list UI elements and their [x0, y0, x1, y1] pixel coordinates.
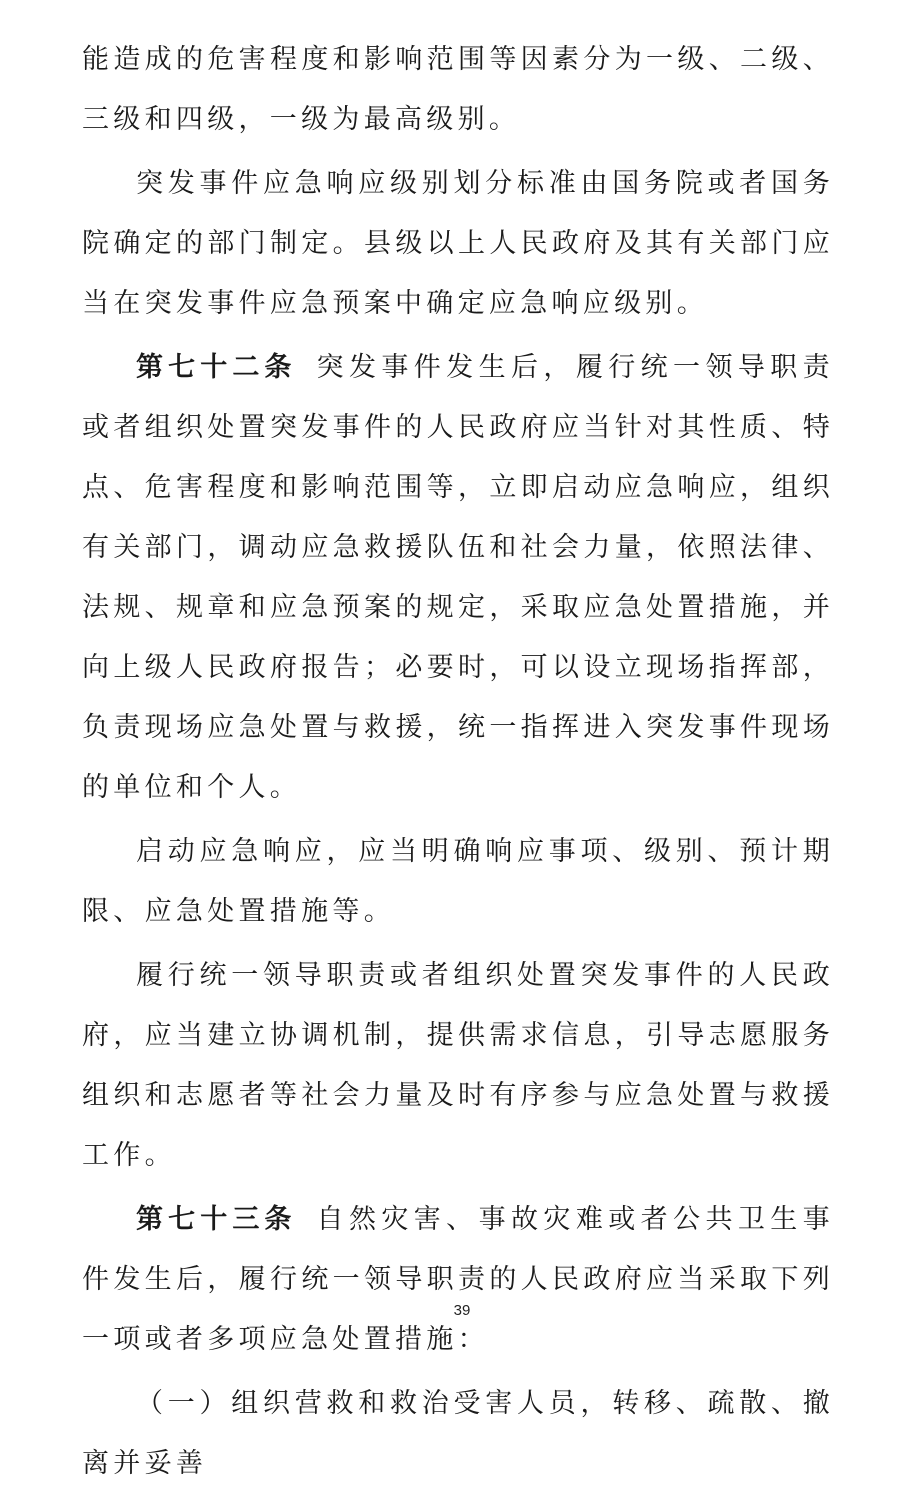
article-label: 第七十三条: [136, 1204, 297, 1235]
paragraph-text: 履行统一领导职责或者组织处置突发事件的人民政府，应当建立协调机制，提供需求信息，引导志愿服务组织和志愿者等社会力量及时有序参与应急处置与救援工作。: [82, 960, 834, 1171]
article-label: 第七十二条: [136, 352, 297, 383]
page-number: 39: [453, 1302, 471, 1319]
article-72: [82, 338, 834, 818]
paragraph-text: 突发事件发生后，履行统一领导职责或者组织处置突发事件的人民政府应当针对其性质、特点、危害程度和影响范围等，立即启动应急响应，组织有关部门，调动应急救援队伍和社会力量，依照法律、法规、规章和应急预案的规定，采取应急处置措施，并向上级人民政府报告；必要时，可以设立现场指挥部，负责现场应急处置与救援，统一指挥进入突发事件现场的单位和个人。: [82, 352, 834, 803]
paragraph-start-response: [82, 822, 834, 942]
paragraph-text: 能造成的危害程度和影响范围等因素分为一级、二级、三级和四级，一级为最高级别。: [82, 44, 834, 135]
paragraph-text: 自然灾害、事故灾难或者公共卫生事件发生后，履行统一领导职责的人民政府应当采取下列一项或者多项应急处置措施：: [82, 1204, 834, 1355]
document-page: [82, 30, 834, 1494]
paragraph-response-level-standard: [82, 154, 834, 334]
article-73: [82, 1190, 834, 1370]
paragraph-text: （一）组织营救和救治受害人员，转移、疏散、撤离并妥善: [82, 1388, 834, 1479]
paragraph-text: 启动应急响应，应当明确响应事项、级别、预计期限、应急处置措施等。: [82, 836, 834, 927]
paragraph-text: 突发事件应急响应级别划分标准由国务院或者国务院确定的部门制定。县级以上人民政府及其有关部门应当在突发事件应急预案中确定应急响应级别。: [82, 168, 834, 319]
paragraph-continuation: [82, 30, 834, 150]
paragraph-coordination-mechanism: [82, 946, 834, 1186]
list-item-1: [82, 1374, 834, 1494]
